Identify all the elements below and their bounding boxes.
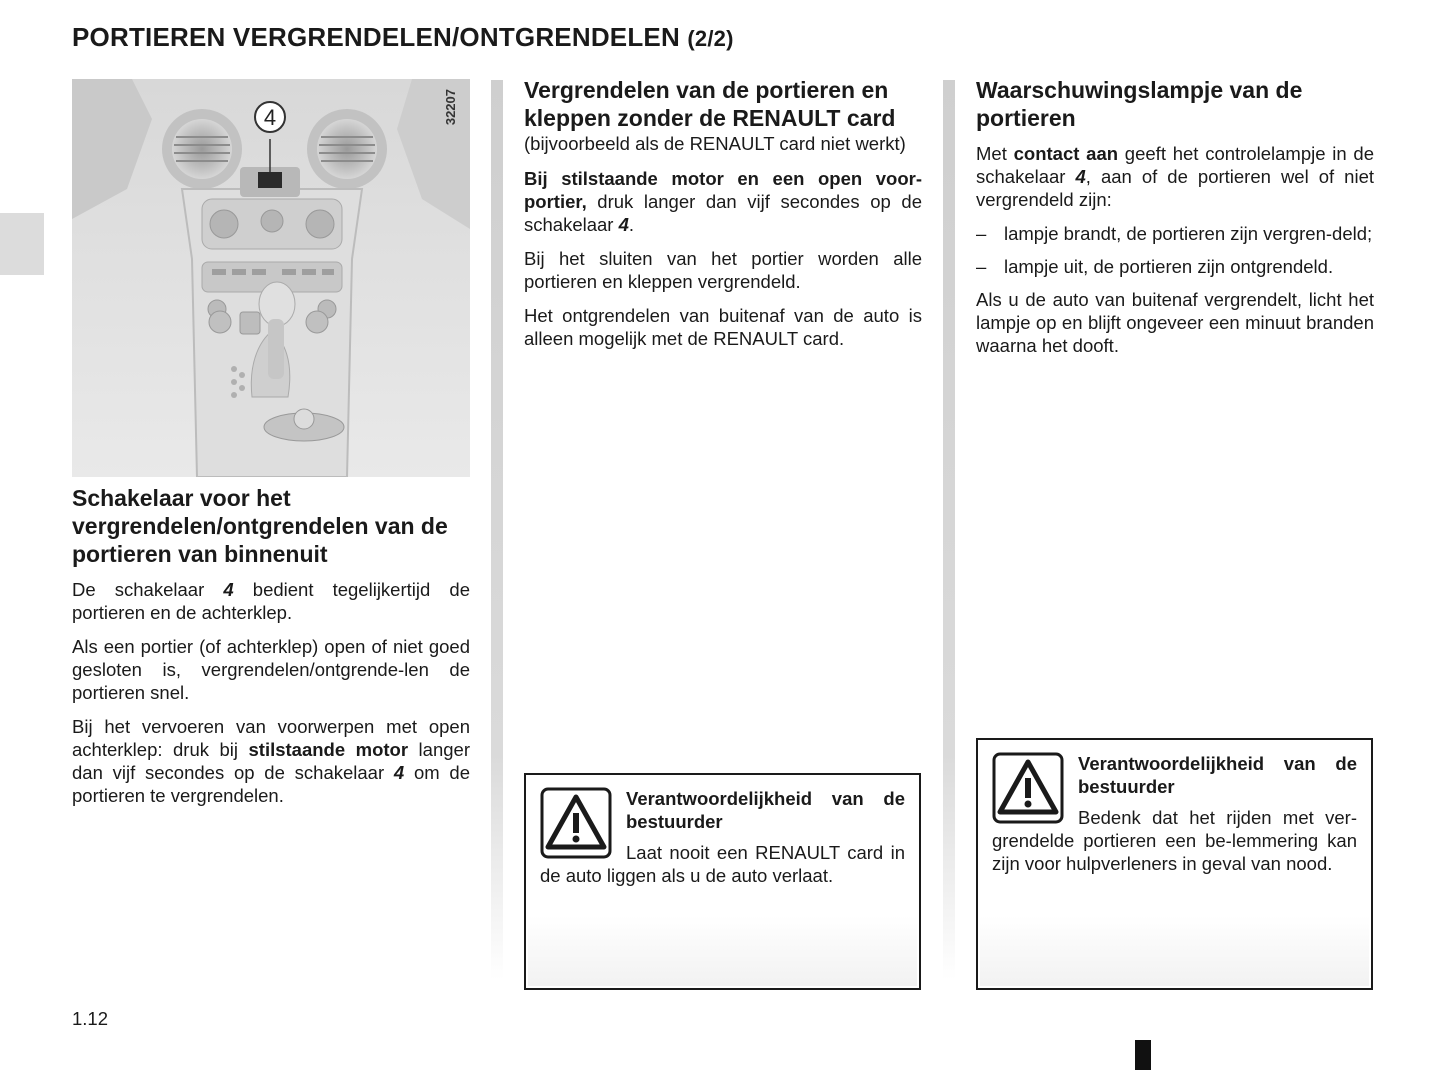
warning-text: Laat nooit een RENAULT card in de auto liggen als u de auto verlaat. — [540, 842, 905, 886]
page-title-text: PORTIEREN VERGRENDELEN/ONTGRENDELEN — [72, 22, 680, 52]
col2-paragraph-3: Het ontgrendelen van buitenaf van de auto is alleen mogelijk met de RENAULT card. — [524, 305, 922, 349]
list-item — [976, 222, 1374, 245]
warning-title: Verantwoordelijkheid van de bestuurder — [1078, 753, 1357, 797]
text-run: Bij het vervoeren van voorwerpen met open achterklep: druk bij — [72, 716, 470, 760]
col2-subheading: (bijvoorbeeld als de RENAULT card niet werkt) — [524, 133, 906, 154]
warning-text: Bedenk dat het rijden met ver-grendelde portieren een be-lemmering kan zijn voor hulpverleners in geval van nood. — [992, 807, 1357, 874]
figure-callout-label: 4 — [263, 105, 277, 130]
column-2 — [524, 76, 922, 361]
text-run: bedient tegelijkertijd de portieren en de achterklep. — [72, 579, 470, 623]
page-title — [72, 22, 734, 53]
switch-ref: 4 — [393, 762, 405, 783]
col3-paragraph-1 — [976, 142, 1374, 211]
list-dash: – — [976, 223, 987, 244]
switch-ref: 4 — [1075, 166, 1086, 187]
list-item-text: lampje brandt, de portieren zijn vergren-deld; — [1004, 223, 1373, 244]
text-run: om de portieren te vergrendelen. — [72, 762, 470, 806]
dashboard-illustration — [72, 79, 470, 477]
switch-ref: 4 — [223, 579, 234, 600]
text-run: geeft het controlelampje in de schakelaar — [976, 143, 1375, 187]
page-title-suffix: (2/2) — [687, 26, 734, 51]
text-run: De schakelaar — [72, 579, 224, 600]
warning-box-locked-doors — [976, 738, 1373, 990]
switch-ref: 4 — [618, 214, 629, 235]
text-run: druk langer dan vijf secondes op de schakelaar — [524, 191, 922, 235]
column-divider-left — [491, 80, 503, 980]
list-item-text: lampje uit, de portieren zijn ontgrendeld. — [1004, 256, 1334, 277]
col2-paragraph-2: Bij het sluiten van het portier worden alle portieren en kleppen vergrendeld. — [524, 248, 922, 292]
col3-paragraph-2: Als u de auto van buitenaf vergrendelt, licht het lampje op en blijft ongeveer een minuut branden waarna het dooft. — [976, 289, 1374, 356]
col1-paragraph-1 — [72, 578, 470, 624]
col1-paragraph-3 — [72, 715, 470, 807]
page-number: 1.12 — [72, 1008, 109, 1029]
text-run: , aan of de portieren wel of niet vergrendeld zijn: — [976, 166, 1374, 210]
heading-interior-lock-switch: Schakelaar voor het vergrendelen/ontgrendelen van de portieren van binnenuit — [72, 485, 448, 567]
list-dash: – — [976, 256, 987, 277]
heading-door-warning-light: Waarschuwingslampje van de portieren — [976, 77, 1303, 131]
bold-run: stilstaande motor — [248, 739, 409, 760]
bold-run: Bij stilstaande motor en een open voor-portier, — [524, 168, 922, 212]
col2-paragraph-1 — [524, 167, 922, 236]
column-1 — [72, 484, 470, 818]
col1-paragraph-2: Als een portier (of achterklep) open of niet goed gesloten is, vergrendelen/ontgrende-len de portieren snel. — [72, 636, 470, 703]
warning-title: Verantwoordelijkheid van de bestuurder — [626, 788, 905, 832]
heading-lock-without-card: Vergrendelen van de portieren en kleppen zonder de RENAULT card — [524, 77, 896, 131]
text-run: . — [628, 214, 635, 235]
column-divider-right — [943, 80, 955, 980]
list-item — [976, 255, 1374, 278]
section-tab-marker — [0, 213, 44, 275]
bold-run: contact aan — [1013, 143, 1119, 164]
corner-print-mark — [1135, 1040, 1151, 1070]
warning-box-renault-card — [524, 773, 921, 990]
column-3 — [976, 76, 1374, 368]
figure-reference-number: 32207 — [443, 89, 458, 126]
text-run: Met — [976, 143, 1014, 164]
text-run: langer dan vijf secondes op de schakelaar — [72, 739, 470, 783]
